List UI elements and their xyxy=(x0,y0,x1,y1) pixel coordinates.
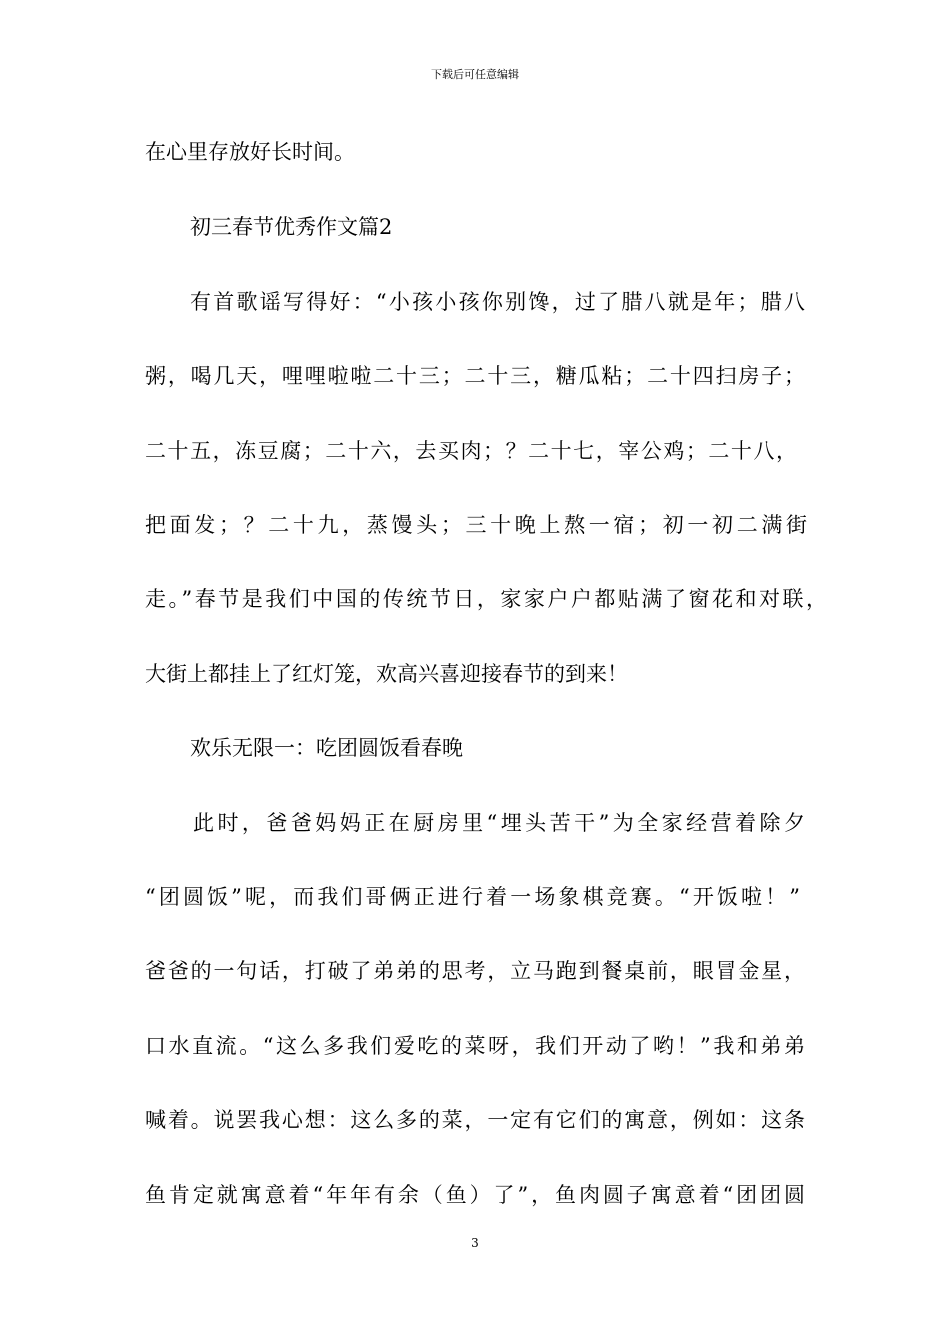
text-line: 在心里存放好长时间。 xyxy=(145,140,355,164)
text-line: “团圆饭”呢，而我们哥俩正进行着一场象棋竞赛。“开饭啦！” xyxy=(145,885,800,909)
text-line: 粥，喝几天，哩哩啦啦二十三；二十三，糖瓜粘；二十四扫房子； xyxy=(145,364,805,388)
text-line: 此时，爸爸妈妈正在厨房里“埋头苦干”为全家经营着除夕 xyxy=(193,811,805,835)
text-line: 有首歌谣写得好：“小孩小孩你别馋，过了腊八就是年；腊八 xyxy=(190,290,805,314)
text-line: 把面发；？二十九，蒸馒头；三十晚上熬一宿；初一初二满街 xyxy=(145,513,807,537)
section-heading: 初三春节优秀作文篇2 xyxy=(190,215,393,239)
text-line: 爸爸的一句话，打破了弟弟的思考，立马跑到餐桌前，眼冒金星， xyxy=(145,959,805,983)
text-line: 鱼肯定就寓意着“年年有余（鱼）了”，鱼肉圆子寓意着“团团圆 xyxy=(145,1183,805,1207)
header-note: 下载后可任意编辑 xyxy=(431,68,519,81)
text-line: 口水直流。“这么多我们爱吃的菜呀，我们开动了哟！”我和弟弟 xyxy=(145,1034,805,1058)
text-line: 大街上都挂上了红灯笼，欢高兴喜迎接春节的到来！ xyxy=(145,662,628,686)
page-number: 3 xyxy=(471,1236,479,1250)
text-line: 走。”春节是我们中国的传统节日，家家户户都贴满了窗花和对联， xyxy=(145,587,827,611)
text-line: 二十五，冻豆腐；二十六，去买肉；？二十七，宰公鸡；二十八， xyxy=(145,439,797,463)
text-line: 喊着。说罢我心想：这么多的菜，一定有它们的寓意，例如：这条 xyxy=(145,1108,805,1132)
section-heading: 欢乐无限一：吃团圆饭看春晚 xyxy=(190,736,463,760)
